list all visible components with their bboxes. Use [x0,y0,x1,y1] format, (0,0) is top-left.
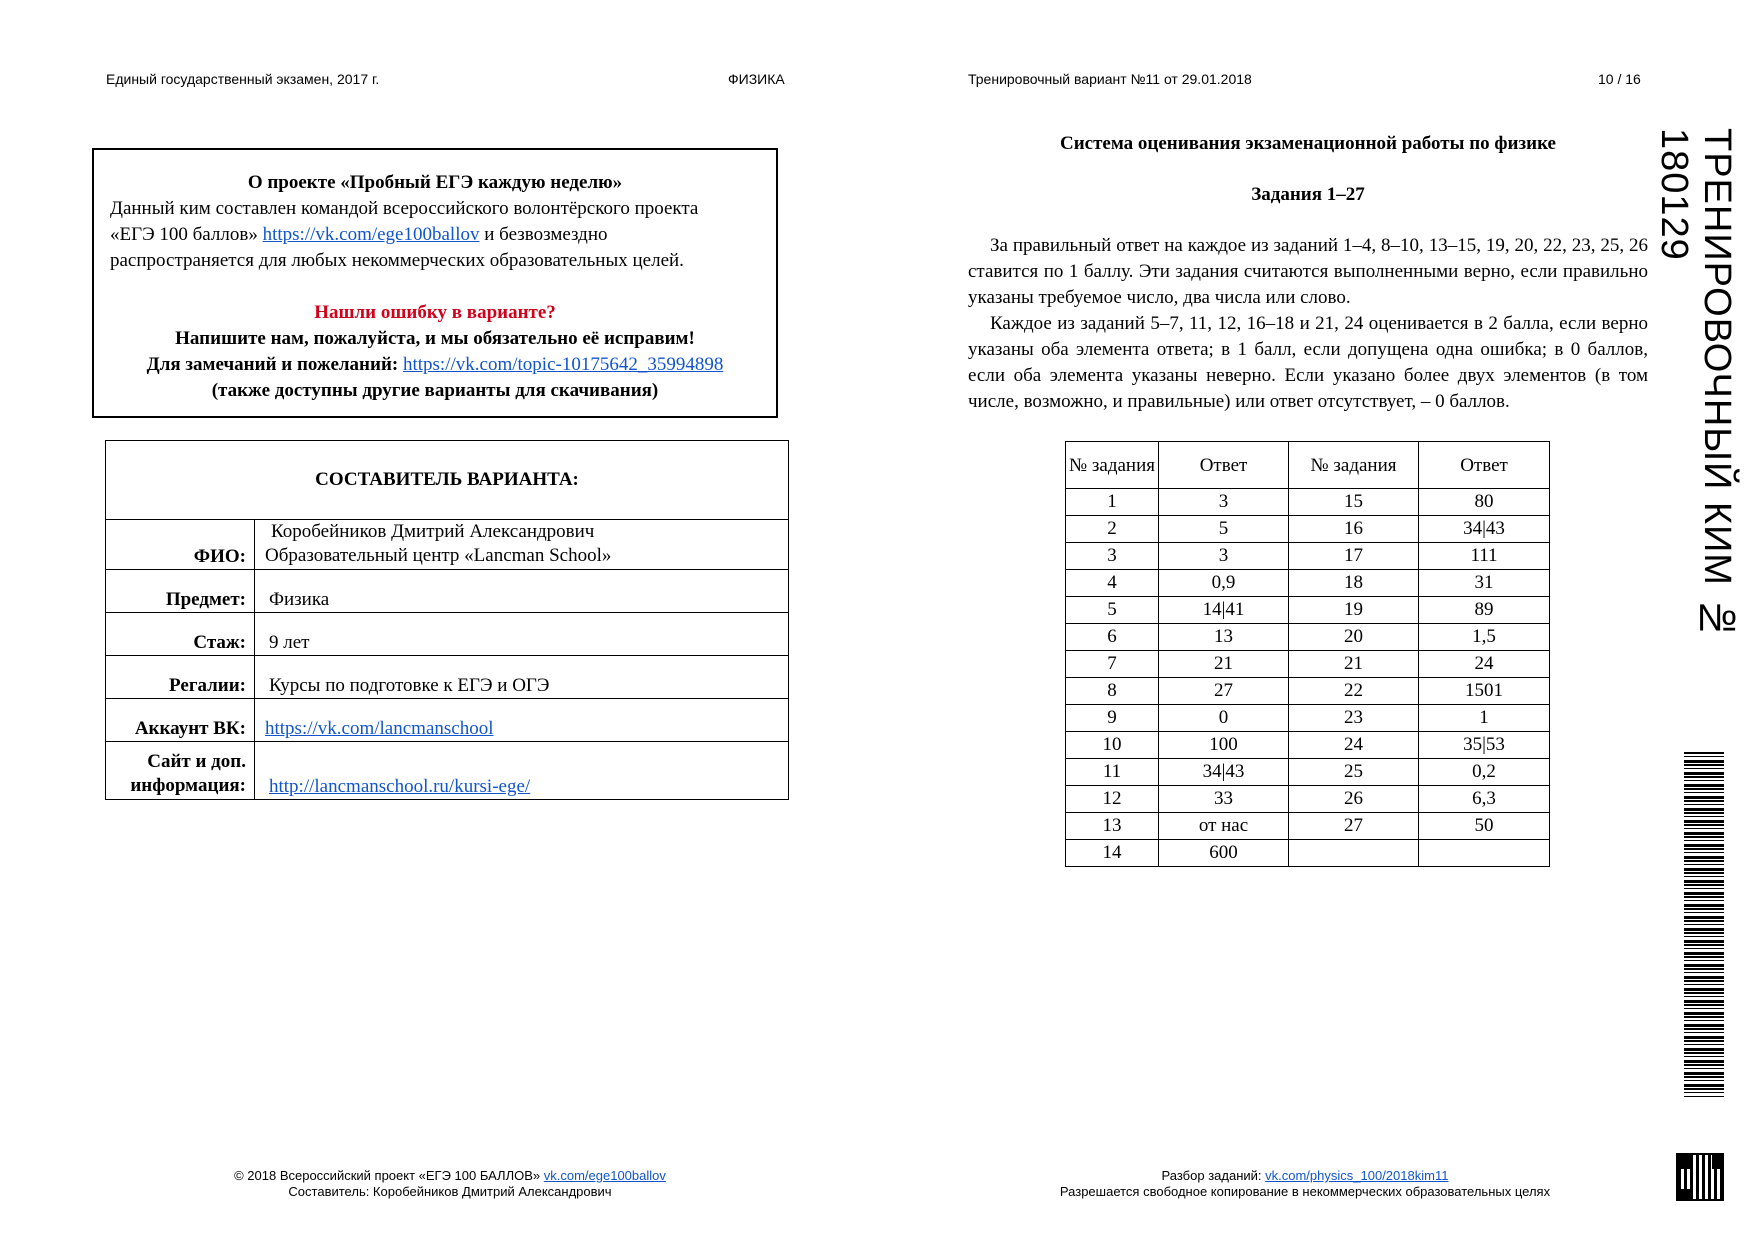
regalia-label: Регалии: [106,656,255,699]
vk-value [255,699,789,742]
subject-label: Предмет: [106,570,255,613]
answers-header-row [1066,442,1550,489]
answer-cell: 3 [1159,489,1289,516]
task-num-cell: 21 [1289,651,1419,678]
answer-row [1066,786,1550,813]
answer-cell: 80 [1419,489,1550,516]
project-line1: Данный ким составлен командой всероссийского волонтёрского проекта [110,198,699,219]
answer-cell: 89 [1419,597,1550,624]
answer-cell: 0 [1159,705,1289,732]
footer-author: Составитель: Коробейников Дмитрий Александрович [288,1184,612,1199]
task-num-cell: 7 [1066,651,1159,678]
answer-cell: 111 [1419,543,1550,570]
task-num-cell: 16 [1289,516,1419,543]
vertical-kim-title: ТРЕНИРОВОЧНЫЙ КИМ № 180129 [1653,128,1738,641]
task-num-cell: 1 [1066,489,1159,516]
grading-subtitle: Задания 1–27 [1251,184,1365,205]
footer-analysis-link[interactable]: vk.com/physics_100/2018kim11 [1265,1168,1449,1183]
project-info-box [92,148,778,418]
grading-para2: Каждое из заданий 5–7, 11, 12, 16–18 и 21, 24 оценивается в 2 балла, если верно указаны оба элемента ответа; в 1 балл, если допущена одна ошибка; в 0 баллов, если оба элемента указаны неверно. Если указано более двух элементов (в том числе, возможно, и правильные) или ответ отсутствует, – 0 баллов. [968,313,1648,412]
exam-header: Единый государственный экзамен, 2017 г. [106,71,380,87]
task-num-cell: 8 [1066,678,1159,705]
task-num-cell: 25 [1289,759,1419,786]
answer-cell: 6,3 [1419,786,1550,813]
qr-code [1676,1153,1724,1201]
answer-cell: 33 [1159,786,1289,813]
answer-row [1066,624,1550,651]
header-answer-1: Ответ [1159,442,1289,489]
subject-header: ФИЗИКА [728,71,785,87]
fio-value: Коробейников Дмитрий Александрович Образовательный центр «Lancman School» [255,520,789,570]
error-line: Напишите нам, пожалуйста, и мы обязательно её исправим! [175,328,695,349]
site-value [255,742,789,800]
grading-text [968,233,1648,415]
footer-right [1000,1168,1610,1200]
regalia-value: Курсы по подготовке к ЕГЭ и ОГЭ [255,656,789,699]
grading-title: Система оценивания экзаменационной работы по физике [1059,133,1556,154]
answer-cell: 100 [1159,732,1289,759]
header-task-num-1: № задания [1066,442,1159,489]
answers-table [1065,441,1550,867]
answer-row [1066,543,1550,570]
header-task-num-2: № задания [1289,442,1419,489]
task-num-cell: 6 [1066,624,1159,651]
answer-row [1066,705,1550,732]
answer-cell: 24 [1419,651,1550,678]
answer-cell: 0,9 [1159,570,1289,597]
task-num-cell: 11 [1066,759,1159,786]
task-num-cell: 24 [1289,732,1419,759]
answer-row [1066,840,1550,867]
answer-cell [1419,840,1550,867]
task-num-cell: 22 [1289,678,1419,705]
fio-label: ФИО: [106,520,255,570]
project-line2: «ЕГЭ 100 баллов» https://vk.com/ege100ballov и безвозмездно [110,224,608,245]
answer-row [1066,813,1550,840]
answer-cell: 5 [1159,516,1289,543]
task-num-cell: 20 [1289,624,1419,651]
answer-row [1066,732,1550,759]
author-title: СОСТАВИТЕЛЬ ВАРИАНТА: [106,441,789,520]
answer-cell: 13 [1159,624,1289,651]
task-num-cell: 9 [1066,705,1159,732]
footer-analysis: Разбор заданий: vk.com/physics_100/2018kim11 [1161,1168,1449,1183]
barcode [1684,752,1724,1097]
task-num-cell: 5 [1066,597,1159,624]
answer-cell: 34|43 [1419,516,1550,543]
vk-label: Аккаунт ВК: [106,699,255,742]
answer-cell: 35|53 [1419,732,1550,759]
answer-cell: 14|41 [1159,597,1289,624]
error-title: Нашли ошибку в варианте? [314,302,556,323]
task-num-cell: 18 [1289,570,1419,597]
comments-link[interactable]: https://vk.com/topic-10175642_35994898 [402,354,724,375]
answer-cell: 3 [1159,543,1289,570]
answer-cell: от нас [1159,813,1289,840]
answer-cell: 1501 [1419,678,1550,705]
answer-row [1066,651,1550,678]
task-num-cell: 2 [1066,516,1159,543]
task-num-cell: 10 [1066,732,1159,759]
task-num-cell: 14 [1066,840,1159,867]
task-num-cell: 26 [1289,786,1419,813]
answer-cell: 1 [1419,705,1550,732]
project-title: О проекте «Пробный ЕГЭ каждую неделю» [247,172,623,193]
answer-row [1066,516,1550,543]
lancmanschool-site-link[interactable]: http://lancmanschool.ru/kursi-ege/ [269,776,531,797]
answer-cell: 31 [1419,570,1550,597]
task-num-cell: 19 [1289,597,1419,624]
page-number: 10 / 16 [1598,71,1641,87]
task-num-cell: 13 [1066,813,1159,840]
footer-left [150,1168,750,1200]
variant-header: Тренировочный вариант №11 от 29.01.2018 [968,71,1252,87]
answer-row [1066,759,1550,786]
task-num-cell: 12 [1066,786,1159,813]
experience-value: 9 лет [255,613,789,656]
ege100ballov-link[interactable]: https://vk.com/ege100ballov [262,224,480,245]
footer-copying: Разрешается свободное копирование в некоммерческих образовательных целях [1059,1184,1551,1199]
experience-label: Стаж: [106,613,255,656]
task-num-cell: 17 [1289,543,1419,570]
task-num-cell: 3 [1066,543,1159,570]
task-num-cell: 27 [1289,813,1419,840]
task-num-cell [1289,840,1419,867]
project-line3: распространяется для любых некоммерческих образовательных целей. [110,250,684,271]
answer-row [1066,570,1550,597]
comments-line: Для замечаний и пожеланий: https://vk.com/topic-10175642_35994898 [146,354,724,375]
answer-cell: 0,2 [1419,759,1550,786]
answer-cell: 50 [1419,813,1550,840]
task-num-cell: 23 [1289,705,1419,732]
author-table [105,440,789,800]
answer-cell: 600 [1159,840,1289,867]
lancmanschool-vk-link[interactable]: https://vk.com/lancmanschool [265,718,494,739]
footer-copyright: © 2018 Всероссийский проект «ЕГЭ 100 БАЛЛОВ» vk.com/ege100ballov [234,1168,666,1183]
answer-row [1066,678,1550,705]
answer-cell: 1,5 [1419,624,1550,651]
answer-cell: 21 [1159,651,1289,678]
grading-para1: За правильный ответ на каждое из заданий 1–4, 8–10, 13–15, 19, 20, 22, 23, 25, 26 ставится по 1 баллу. Эти задания считаются выполненными верно, если правильно указаны требуемое число, два числа или слово. [968,235,1648,308]
answer-cell: 34|43 [1159,759,1289,786]
task-num-cell: 15 [1289,489,1419,516]
answer-row [1066,489,1550,516]
answer-cell: 27 [1159,678,1289,705]
answer-row [1066,597,1550,624]
subject-value: Физика [255,570,789,613]
task-num-cell: 4 [1066,570,1159,597]
also-available: (также доступны другие варианты для скачивания) [211,380,659,401]
site-label: Сайт и доп. информация: [106,742,255,800]
header-answer-2: Ответ [1419,442,1550,489]
footer-ege100ballov-link[interactable]: vk.com/ege100ballov [543,1168,666,1183]
